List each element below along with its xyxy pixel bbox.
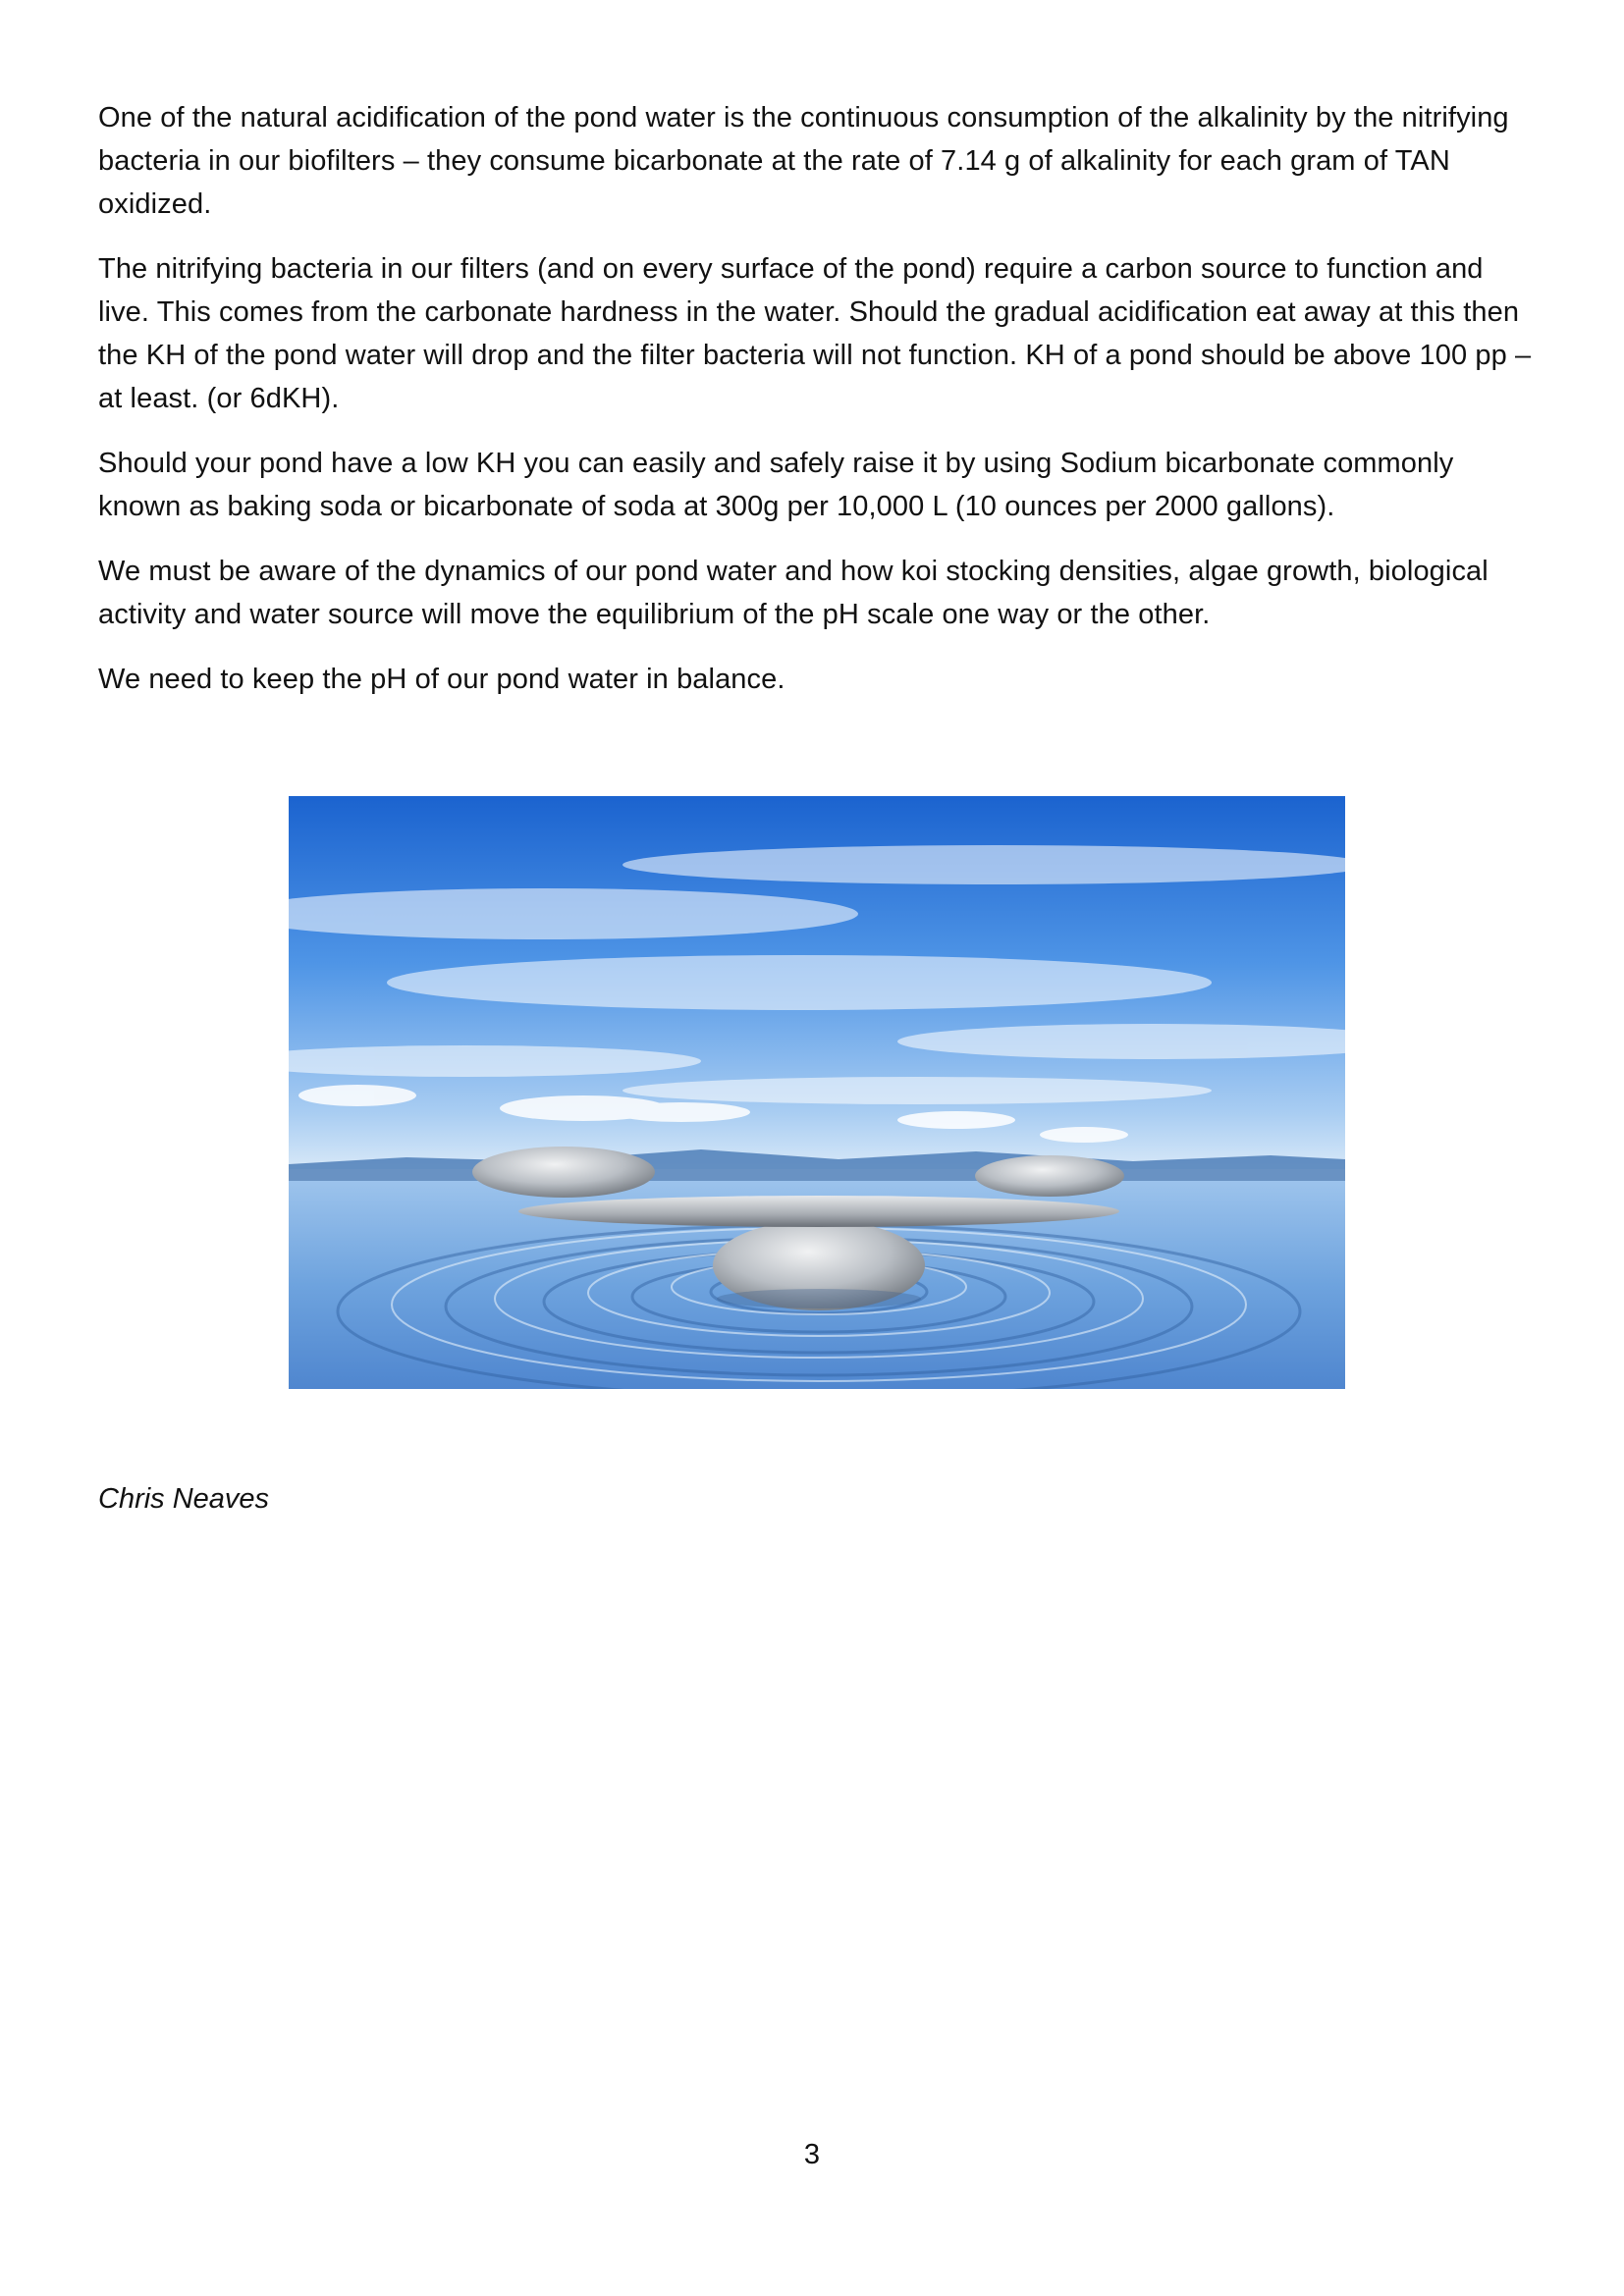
- paragraph-carbon-source: The nitrifying bacteria in our filters (and on every surface of the pond) require a carbon source to function and live. This comes from the carbonate hardness in the water. Should the gradual acidification eat away at this then the KH of the pond water will drop and the filter bacteria will not function. KH of a pond should be above 100 pp – at least. (or 6dKH).: [98, 253, 1532, 414]
- article-body: [98, 96, 1542, 722]
- balancing-stones-image: [289, 796, 1345, 1389]
- paragraph-raise-kh: Should your pond have a low KH you can easily and safely raise it by using Sodium bicarbonate commonly known as baking soda or bicarbonate of soda at 300g per 10,000 L (10 ounces per 2000 gallons).: [98, 448, 1454, 522]
- paragraph-alkalinity-consumption: One of the natural acidification of the pond water is the continuous consumption of the alkalinity by the nitrifying bacteria in our biofilters – they consume bicarbonate at the rate of 7.14 g of alkalinity for each gram of TAN oxidized.: [98, 102, 1509, 220]
- paragraph-balance: We need to keep the pH of our pond water in balance.: [98, 664, 785, 695]
- author-signature: Chris Neaves: [98, 1483, 270, 1515]
- page-number: 3: [803, 2139, 821, 2170]
- paragraph-pond-dynamics: We must be aware of the dynamics of our pond water and how koi stocking densities, algae growth, biological activity and water source will move the equilibrium of the pH scale one way or the other.: [98, 556, 1489, 630]
